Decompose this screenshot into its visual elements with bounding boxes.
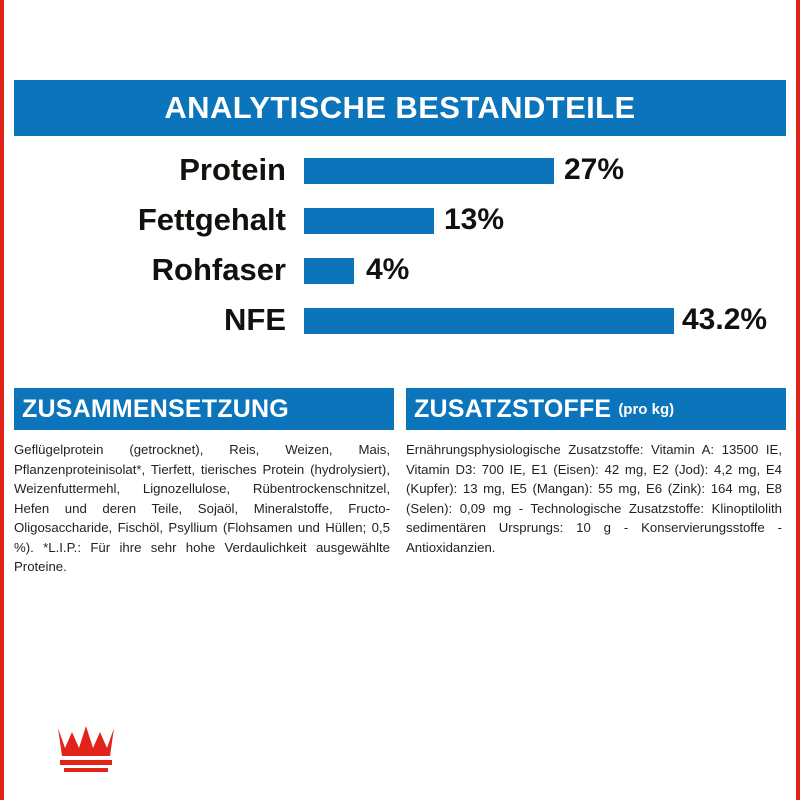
bar-value-rohfaser: 4% [366, 253, 410, 286]
bar-label-fettgehalt: Fettgehalt [137, 202, 286, 237]
analytical-constituents-header [14, 80, 786, 136]
bar-row-fettgehalt [14, 200, 786, 252]
bar-track-fettgehalt [304, 208, 434, 234]
bar-row-protein [14, 150, 786, 202]
right-red-rule [796, 0, 800, 800]
bar-label-nfe: NFE [224, 302, 286, 337]
bar-label-protein: Protein [179, 152, 286, 187]
bar-fill-protein [304, 158, 554, 184]
bar-label-rohfaser: Rohfaser [151, 252, 286, 287]
bar-track-rohfaser [304, 258, 354, 284]
bar-row-nfe [14, 300, 786, 352]
bar-track-nfe [304, 308, 674, 334]
royal-canin-crown-logo-icon [52, 722, 120, 774]
bar-track-protein [304, 158, 554, 184]
composition-panel [14, 388, 394, 577]
bar-value-protein: 27% [564, 153, 625, 186]
page-title: ANALYTISCHE BESTANDTEILE [164, 90, 636, 125]
additives-title: ZUSATZSTOFFE [414, 394, 612, 423]
additives-text: Ernährungsphysiologische Zusatzstoffe: Vitamin A: 13500 IE, Vitamin D3: 700 IE, E1 (Eisen): 42 mg, E2 (Jod): 4,2 mg, E4 (Kupfer): 13 mg, E5 (Mangan): 55 mg, E6 (Zink): 164 mg, E8 (Selen): 0,09 mg - Technologische Zusatzstoffe: Klinoptilolith sedimentären Ursprungs: 10 g - Konservierungsstoffe - Antioxidanzien. [406, 442, 782, 555]
bar-value-nfe: 43.2% [682, 303, 768, 336]
left-red-rule [0, 0, 4, 800]
additives-panel [406, 388, 786, 557]
bar-value-fettgehalt: 13% [444, 203, 505, 236]
bar-fill-rohfaser [304, 258, 354, 284]
additives-subtitle: (pro kg) [618, 400, 675, 418]
bar-fill-nfe [304, 308, 674, 334]
composition-panel-header [14, 388, 394, 430]
bar-fill-fettgehalt [304, 208, 434, 234]
additives-panel-header [406, 388, 786, 430]
composition-title: ZUSAMMENSETZUNG [22, 394, 289, 423]
analytical-constituents-chart [14, 150, 786, 365]
composition-text: Geflügelprotein (getrocknet), Reis, Weizen, Mais, Pflanzenproteinisolat*, Tierfett, tierisches Protein (hydrolysiert), Weizenfuttermehl, Lignozellulose, Rübentrockenschnitzel, Hefen und deren Teile, Sojaöl, Mineralstoffe, Fructo-Oligosaccharide, Fischöl, Psyllium (Flohsamen und Hüllen; 0,5 %). *L.I.P.: Für ihre sehr hohe Verdaulichkeit ausgewählte Proteine. [14, 442, 390, 574]
bar-row-rohfaser [14, 250, 786, 302]
